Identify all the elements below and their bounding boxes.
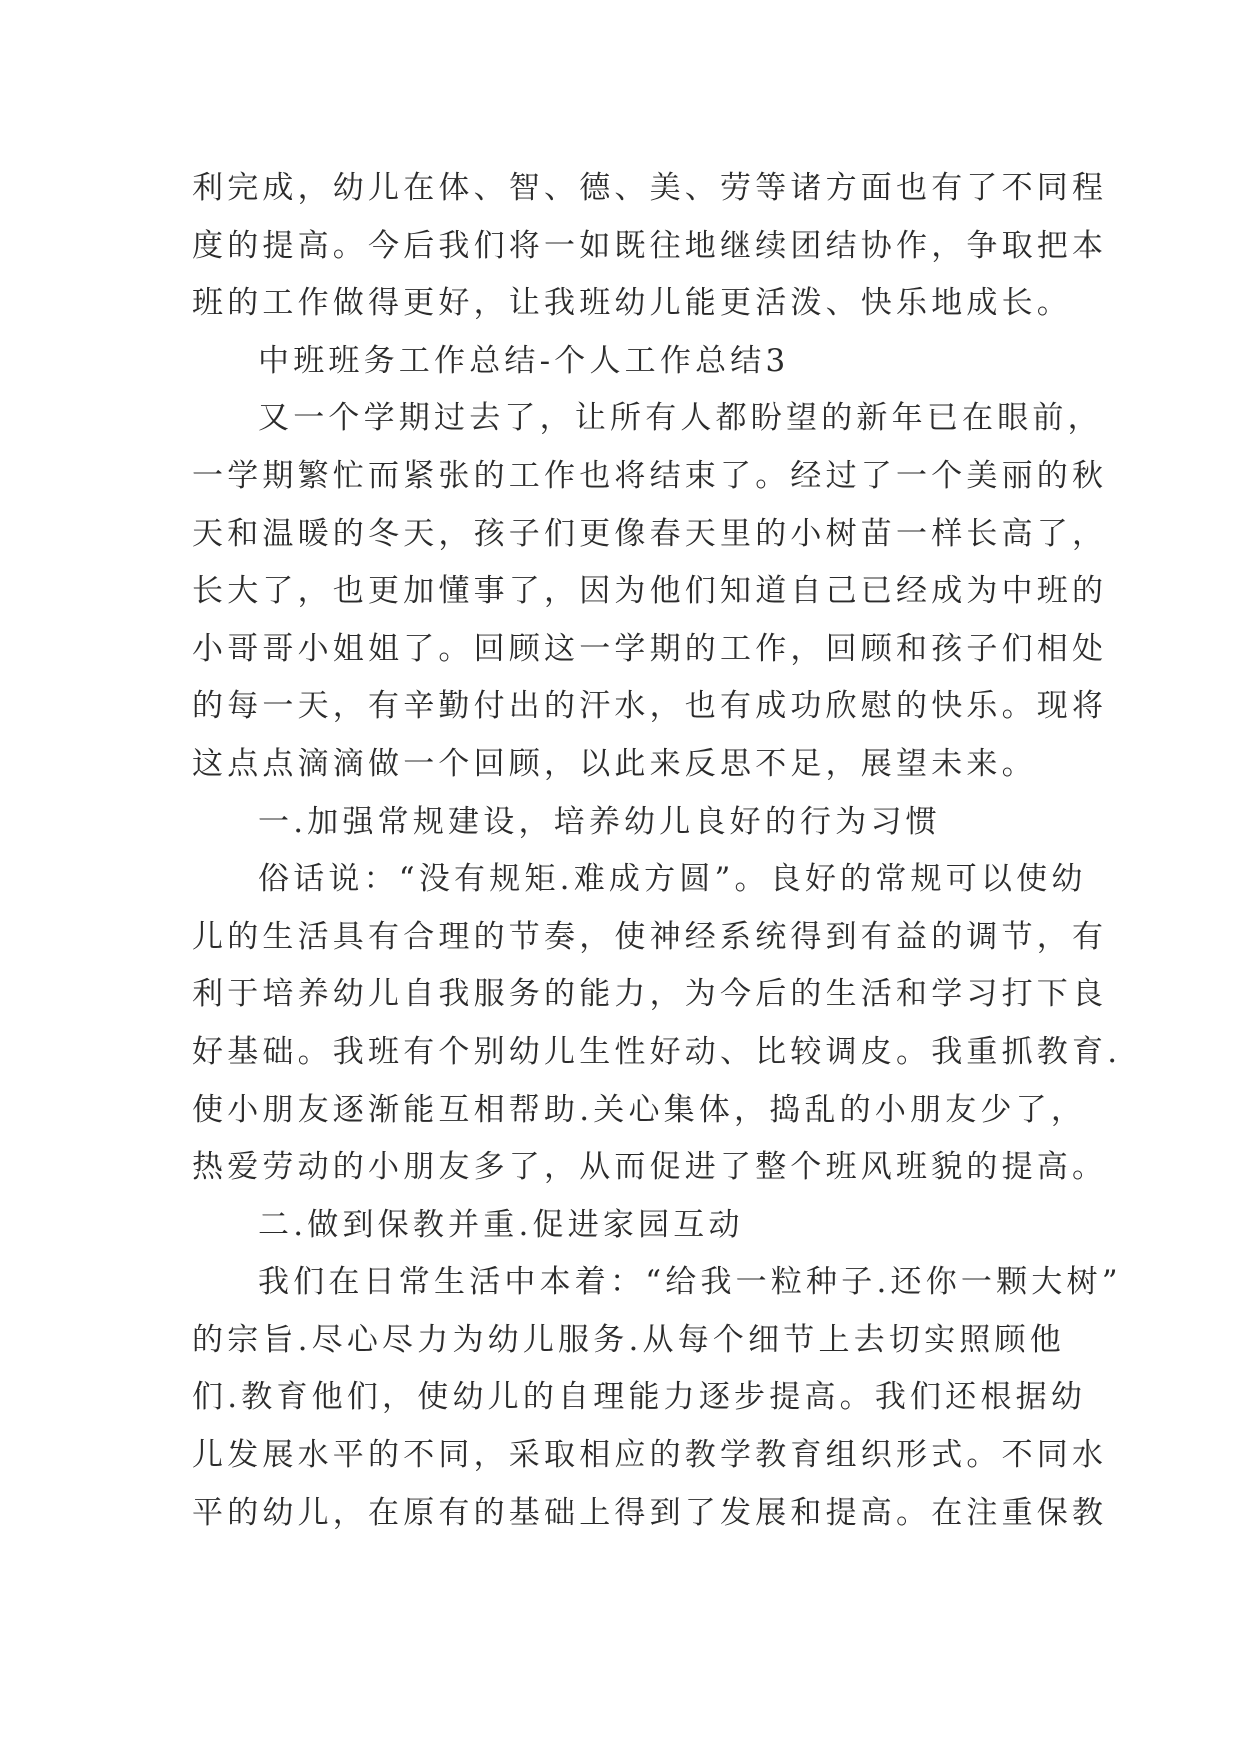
text-line: 利于培养幼儿自我服务的能力，为今后的生活和学习打下良 <box>192 976 1108 1013</box>
text-line: 这点点滴滴做一个回顾，以此来反思不足，展望未来。 <box>192 745 1037 782</box>
text-line: 热爱劳动的小朋友多了，从而促进了整个班风班貌的提高。 <box>192 1149 1108 1186</box>
section-heading: 二.做到保教并重.促进家园互动 <box>258 1206 744 1243</box>
section-title: 中班班务工作总结-个人工作总结3 <box>258 342 790 379</box>
text-line: 平的幼儿，在原有的基础上得到了发展和提高。在注重保教 <box>192 1494 1108 1531</box>
text-line: 度的提高。今后我们将一如既往地继续团结协作，争取把本 <box>192 227 1108 264</box>
text-line: 使小朋友逐渐能互相帮助.关心集体，捣乱的小朋友少了， <box>192 1091 1087 1128</box>
text-line: 利完成，幼儿在体、智、德、美、劳等诸方面也有了不同程 <box>192 170 1108 206</box>
section-heading: 一.加强常规建设，培养幼儿良好的行为习惯 <box>258 803 941 840</box>
text-line: 的宗旨.尽心尽力为幼儿服务.从每个细节上去切实照顾他 <box>192 1321 1065 1358</box>
text-line: 儿的生活具有合理的节奏，使神经系统得到有益的调节，有 <box>192 918 1108 955</box>
text-line: 小哥哥小姐姐了。回顾这一学期的工作，回顾和孩子们相处 <box>192 630 1108 667</box>
document-body <box>192 160 1122 1542</box>
text-line: 一学期繁忙而紧张的工作也将结束了。经过了一个美丽的秋 <box>192 457 1108 494</box>
text-line: 天和温暖的冬天，孩子们更像春天里的小树苗一样长高了， <box>192 515 1108 552</box>
text-line: 长大了，也更加懂事了，因为他们知道自己已经成为中班的 <box>192 573 1108 610</box>
text-line: 儿发展水平的不同，采取相应的教学教育组织形式。不同水 <box>192 1437 1108 1474</box>
text-line: 俗话说：“没有规矩.难成方圆”。良好的常规可以使幼 <box>258 861 1087 898</box>
text-line: 的每一天，有辛勤付出的汗水，也有成功欣慰的快乐。现将 <box>192 688 1108 725</box>
text-line: 们.教育他们，使幼儿的自理能力逐步提高。我们还根据幼 <box>192 1379 1087 1416</box>
text-line: 好基础。我班有个别幼儿生性好动、比较调皮。我重抓教育. <box>192 1033 1122 1070</box>
text-line: 班的工作做得更好，让我班幼儿能更活泼、快乐地成长。 <box>192 285 1072 322</box>
text-line: 又一个学期过去了，让所有人都盼望的新年已在眼前， <box>258 400 1103 437</box>
text-line: 我们在日常生活中本着：“给我一粒种子.还你一颗大树” <box>258 1264 1122 1301</box>
